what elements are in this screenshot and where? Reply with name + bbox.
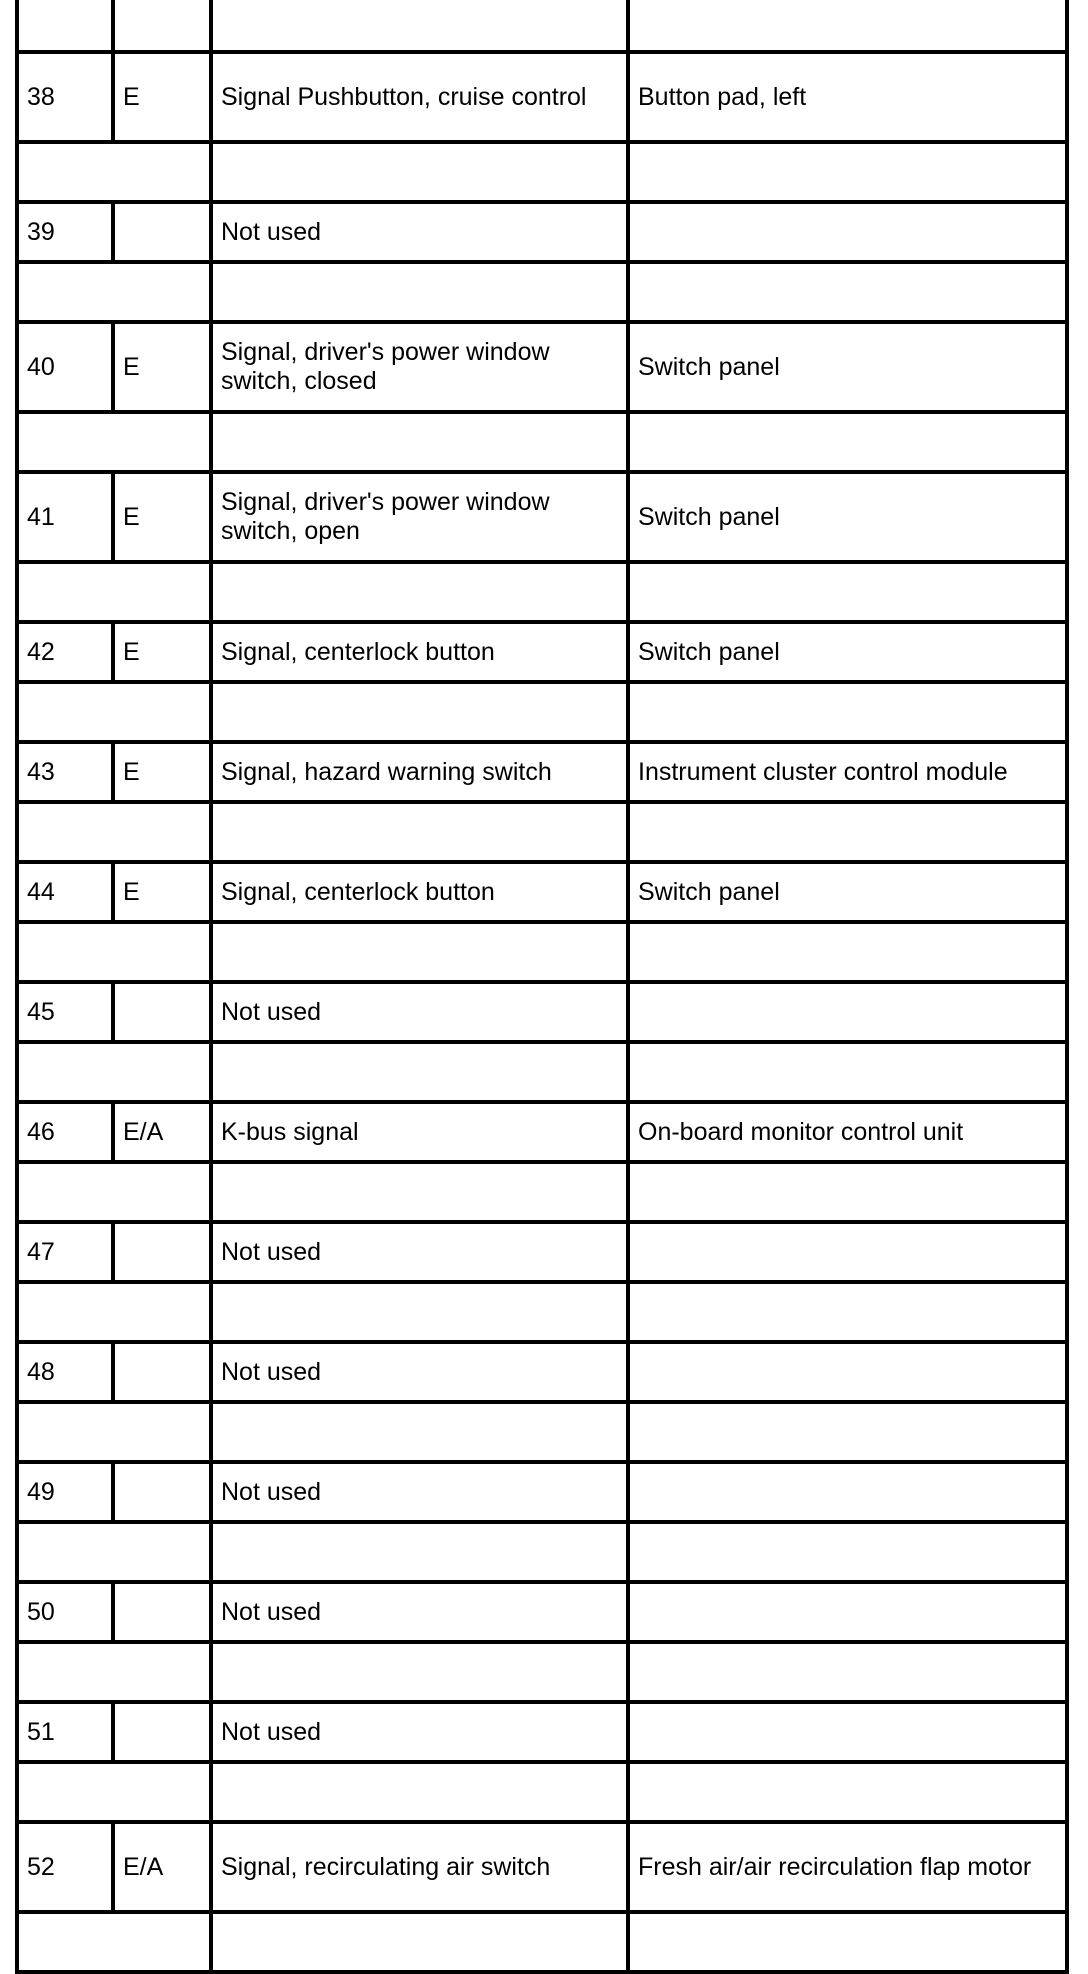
column-divider (15, 1404, 19, 1460)
column-divider (15, 1284, 19, 1340)
description-cell: Not used (221, 1237, 322, 1266)
description-cell: Signal, recirculating air switch (221, 1852, 551, 1881)
column-divider (1065, 1914, 1069, 1970)
connection-cell: Fresh air/air recirculation flap motor (638, 1852, 1032, 1881)
column-divider (209, 684, 213, 740)
column-divider (15, 414, 19, 470)
description-cell: Signal Pushbutton, cruise control (221, 82, 587, 111)
column-divider (15, 1164, 19, 1220)
connection-cell: Switch panel (638, 352, 780, 381)
column-divider (209, 264, 213, 320)
pin-number-cell: 44 (27, 877, 55, 906)
column-divider (626, 414, 630, 470)
signal-type-cell (113, 984, 207, 1040)
column-divider (209, 1284, 213, 1340)
signal-type-cell: E (123, 637, 140, 666)
signal-type-cell: E (123, 502, 140, 531)
column-divider (209, 1044, 213, 1100)
pin-number-cell: 45 (27, 997, 55, 1026)
pin-number-cell: 40 (27, 352, 55, 381)
column-divider (626, 1164, 630, 1220)
pin-number-cell: 49 (27, 1477, 55, 1506)
row-divider (15, 1520, 1069, 1524)
column-divider (1065, 1524, 1069, 1580)
connection-cell (628, 1584, 1068, 1640)
column-divider (209, 564, 213, 620)
row-divider (15, 1910, 1069, 1914)
column-divider (209, 0, 213, 50)
connection-cell (628, 984, 1068, 1040)
column-divider (626, 1524, 630, 1580)
description-cell: Not used (221, 997, 322, 1026)
description-cell: Not used (221, 1717, 322, 1746)
signal-type-cell (113, 1224, 207, 1280)
pin-number-cell: 43 (27, 757, 55, 786)
column-divider (626, 264, 630, 320)
signal-type-cell (113, 1704, 207, 1760)
pin-number-cell: 41 (27, 502, 55, 531)
pin-number-cell: 48 (27, 1357, 55, 1386)
column-divider (15, 804, 19, 860)
connection-cell: Switch panel (638, 877, 780, 906)
row-divider (15, 1970, 1069, 1974)
pin-number-cell: 38 (27, 82, 55, 111)
connection-cell: Switch panel (638, 502, 780, 531)
column-divider (1065, 1404, 1069, 1460)
signal-type-cell (113, 1584, 207, 1640)
column-divider (626, 684, 630, 740)
signal-type-cell (113, 1464, 207, 1520)
row-divider (15, 410, 1069, 414)
column-divider (209, 1164, 213, 1220)
row-divider (15, 1040, 1069, 1044)
signal-type-cell: E (123, 877, 140, 906)
row-divider (15, 1400, 1069, 1404)
signal-type-cell: E/A (123, 1852, 164, 1881)
column-divider (1065, 1764, 1069, 1820)
connection-cell (628, 1704, 1068, 1760)
pin-number-cell: 50 (27, 1597, 55, 1626)
connection-cell (628, 1464, 1068, 1520)
column-divider (1065, 1284, 1069, 1340)
column-divider (209, 1524, 213, 1580)
row-divider (15, 1160, 1069, 1164)
row-divider (15, 800, 1069, 804)
column-divider (1065, 684, 1069, 740)
row-divider (15, 260, 1069, 264)
column-divider (209, 1404, 213, 1460)
row-divider (15, 1760, 1069, 1764)
row-divider (15, 140, 1069, 144)
column-divider (1065, 264, 1069, 320)
column-divider (626, 1764, 630, 1820)
column-divider (15, 1764, 19, 1820)
connection-cell: Button pad, left (638, 82, 807, 111)
column-divider (626, 1044, 630, 1100)
column-divider (1065, 414, 1069, 470)
connection-cell: On-board monitor control unit (638, 1117, 964, 1146)
pin-number-cell: 51 (27, 1717, 55, 1746)
column-divider (209, 804, 213, 860)
column-divider (209, 924, 213, 980)
column-divider (1065, 924, 1069, 980)
column-divider (626, 564, 630, 620)
column-divider (15, 684, 19, 740)
column-divider (1065, 804, 1069, 860)
connection-cell: Instrument cluster control module (638, 757, 1008, 786)
pin-number-cell: 39 (27, 217, 55, 246)
row-divider (15, 920, 1069, 924)
column-divider (209, 1764, 213, 1820)
connection-cell (628, 204, 1068, 260)
column-divider (111, 0, 115, 50)
column-divider (626, 144, 630, 200)
column-divider (15, 1914, 19, 1970)
connection-cell (628, 1224, 1068, 1280)
signal-type-cell: E (123, 352, 140, 381)
description-cell: Not used (221, 1597, 322, 1626)
description-cell: Not used (221, 1357, 322, 1386)
column-divider (626, 1284, 630, 1340)
signal-type-cell: E/A (123, 1117, 164, 1146)
pin-number-cell: 42 (27, 637, 55, 666)
column-divider (15, 264, 19, 320)
connection-cell: Switch panel (638, 637, 780, 666)
column-divider (15, 564, 19, 620)
column-divider (1065, 1044, 1069, 1100)
column-divider (15, 1644, 19, 1700)
column-divider (15, 924, 19, 980)
row-divider (15, 560, 1069, 564)
description-cell: Signal, driver's power window switch, closed (221, 338, 550, 395)
column-divider (209, 1914, 213, 1970)
row-divider (15, 1640, 1069, 1644)
column-divider (15, 0, 19, 50)
column-divider (209, 144, 213, 200)
column-divider (1065, 0, 1069, 50)
pin-number-cell: 47 (27, 1237, 55, 1266)
row-divider (15, 680, 1069, 684)
column-divider (626, 1644, 630, 1700)
description-cell: Signal, driver's power window switch, open (221, 488, 550, 545)
column-divider (1065, 1164, 1069, 1220)
column-divider (626, 1404, 630, 1460)
connection-cell (628, 1344, 1068, 1400)
column-divider (209, 414, 213, 470)
description-cell: Not used (221, 1477, 322, 1506)
column-divider (1065, 144, 1069, 200)
description-cell: Signal, hazard warning switch (221, 757, 552, 786)
column-divider (626, 1914, 630, 1970)
signal-type-cell (113, 204, 207, 260)
pin-number-cell: 46 (27, 1117, 55, 1146)
column-divider (1065, 564, 1069, 620)
signal-type-cell: E (123, 757, 140, 786)
column-divider (1065, 1644, 1069, 1700)
row-divider (15, 1280, 1069, 1284)
column-divider (15, 1044, 19, 1100)
column-divider (15, 144, 19, 200)
column-divider (626, 924, 630, 980)
description-cell: K-bus signal (221, 1117, 359, 1146)
description-cell: Signal, centerlock button (221, 637, 495, 666)
column-divider (209, 1644, 213, 1700)
column-divider (15, 1524, 19, 1580)
signal-type-cell (113, 1344, 207, 1400)
pin-number-cell: 52 (27, 1852, 55, 1881)
column-divider (626, 0, 630, 50)
description-cell: Signal, centerlock button (221, 877, 495, 906)
column-divider (626, 804, 630, 860)
description-cell: Not used (221, 217, 322, 246)
signal-type-cell: E (123, 82, 140, 111)
